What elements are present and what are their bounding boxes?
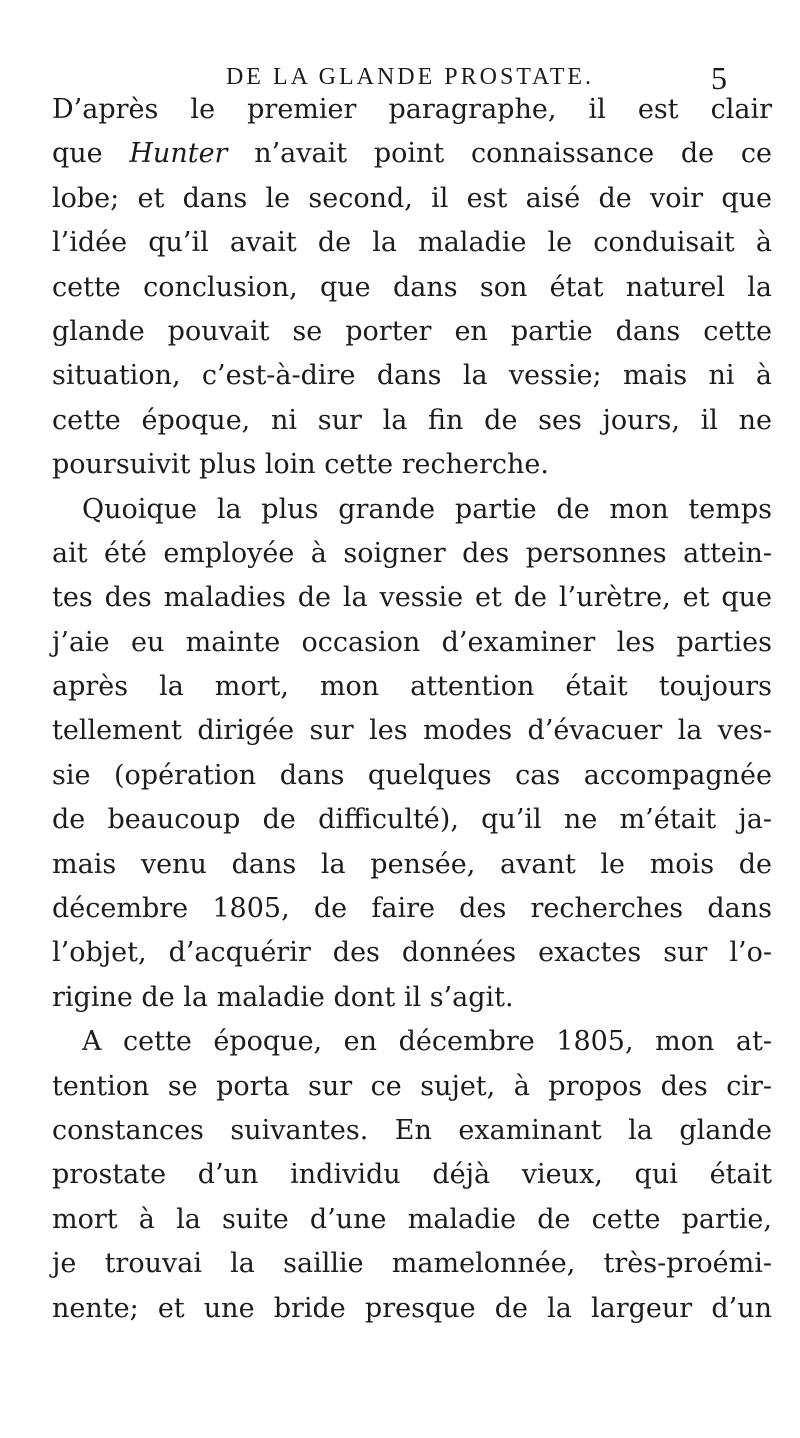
text-line: je trouvai la saillie mamelonnée, très-proémi- — [52, 1248, 772, 1280]
text-line: tes des maladies de la vessie et de l’urètre, et que — [52, 582, 772, 614]
text-line: sie (opération dans quelques cas accompagnée — [52, 759, 772, 791]
text-line: ait été employée à soigner des personnes attein- — [52, 537, 772, 569]
text-line: situation, c’est-à-dire dans la vessie; mais ni à — [52, 360, 772, 392]
text-line: rigine de la maladie dont il s’agit. — [52, 981, 514, 1013]
text-line: après la mort, mon attention était toujours — [52, 671, 772, 703]
text-line: tention se porta sur ce sujet, à propos des cir- — [52, 1070, 772, 1102]
text-line: de beaucoup de difficulté), qu’il ne m’était ja- — [52, 804, 772, 836]
text-line: glande pouvait se porter en partie dans cette — [52, 315, 772, 347]
text-line: poursuivit plus loin cette recherche. — [52, 449, 549, 481]
text-line: A cette époque, en décembre 1805, mon at- — [82, 1026, 772, 1058]
author-name-italic: Hunter — [129, 138, 228, 170]
text-line: prostate d’un individu déjà vieux, qui était — [52, 1159, 772, 1191]
body-text — [52, 88, 772, 1331]
text-line: mais venu dans la pensée, avant le mois de — [52, 848, 772, 880]
text-line: l’objet, d’acquérir des données exactes sur l’o- — [52, 937, 772, 969]
text-line: Quoique la plus grande partie de mon temps — [82, 493, 772, 525]
running-title: DE LA GLANDE PROSTATE. — [225, 64, 595, 90]
text-line: D’après le premier paragraphe, il est clair — [52, 94, 772, 125]
text-line: nente; et une bride presque de la largeur d’un — [52, 1292, 772, 1324]
page-number: 5 — [711, 60, 727, 96]
text-line: tellement dirigée sur les modes d’évacuer la ves- — [52, 715, 772, 747]
text-line: lobe; et dans le second, il est aisé de voir que — [52, 182, 772, 214]
text-fragment: n’avait point connaissance de ce — [227, 138, 773, 170]
text-line — [52, 132, 772, 176]
text-line: j’aie eu mainte occasion d’examiner les parties — [52, 626, 772, 658]
text-fragment: que — [52, 138, 130, 170]
text-line: mort à la suite d’une maladie de cette partie, — [52, 1203, 772, 1235]
text-line: constances suivantes. En examinant la glande — [52, 1114, 772, 1146]
text-line: cette époque, ni sur la fin de ses jours, il ne — [52, 404, 772, 436]
text-line: l’idée qu’il avait de la maladie le conduisait à — [52, 227, 772, 259]
text-line: cette conclusion, que dans son état naturel la — [52, 271, 772, 303]
text-line: décembre 1805, de faire des recherches dans — [52, 893, 772, 925]
